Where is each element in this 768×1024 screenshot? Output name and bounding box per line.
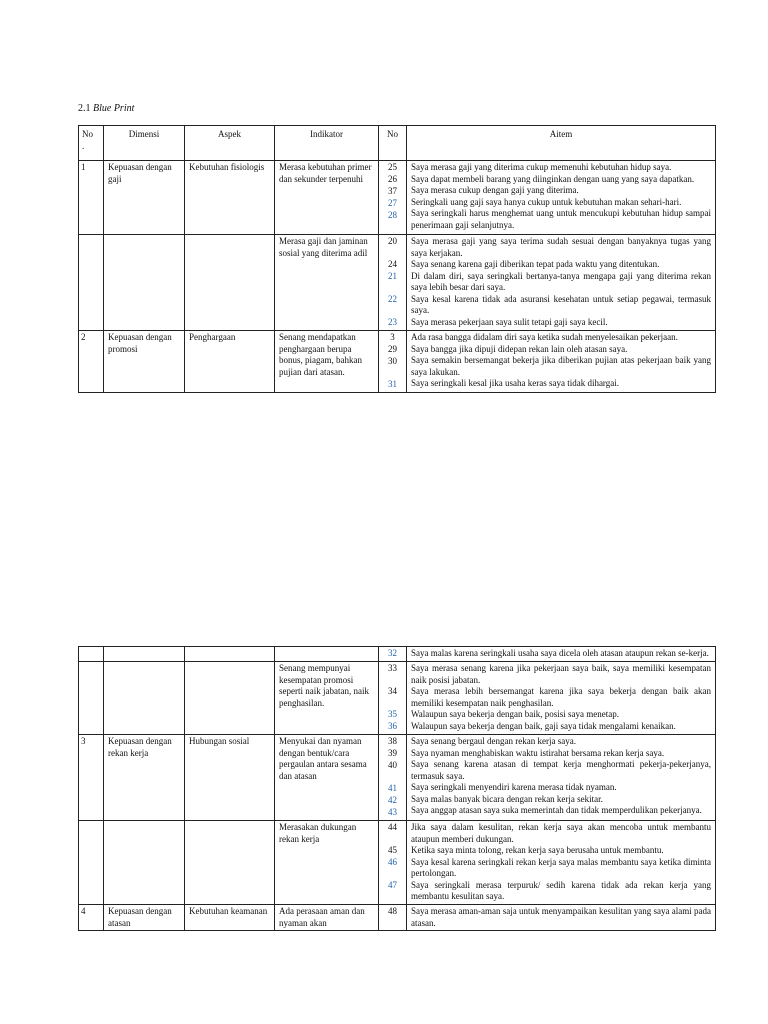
dimensi-cell: Kepuasan dengan gaji [104,161,185,235]
item-number: 37 [388,186,397,196]
header-no: No . [79,126,104,161]
item-number: 20 [388,236,397,246]
blueprint-table-1 [78,125,716,393]
item-number-cell [379,905,407,931]
aspek-cell: Hubungan sosial [185,735,275,821]
item-number: 33 [388,663,397,673]
item-text: Walaupun saya bekerja dengan baik, posisi saya menetap. [411,709,619,719]
aspek-cell [185,647,275,662]
row-no [79,235,104,331]
table-header-row [79,126,716,161]
item-text-cell [407,821,716,905]
item-number-cell [379,161,407,235]
item-number-cell [379,735,407,821]
indikator-cell [275,647,379,662]
header-item-no: No [379,126,407,161]
header-indikator: Indikator [275,126,379,161]
item-text: Saya malas karena seringkali usaha saya dicela oleh atasan ataupun rekan se-kerja. [411,648,709,658]
item-number: 24 [388,259,397,269]
item-number: 48 [388,906,397,916]
item-number: 30 [388,356,397,366]
item-text-cell [407,647,716,662]
row-no: 2 [79,331,104,393]
item-text: Saya merasa cukup dengan gaji yang diterima. [411,185,579,195]
table-row [79,735,716,821]
item-text-cell [407,235,716,331]
item-text: Saya senang karena atasan di tempat kerja menghormati pekerja-pekerjanya, termasuk saya. [411,759,711,781]
item-text: Seringkali uang gaji saya hanya cukup untuk kebutuhan makan sehari-hari. [411,196,682,207]
item-text: Ketika saya minta tolong, rekan kerja saya berusaha untuk membantu. [411,845,664,855]
item-number: 43 [388,807,397,817]
item-number: 35 [388,709,397,719]
aspek-cell: Kebutuhan keamanan [185,905,275,931]
dimensi-cell [104,662,185,735]
item-number-cell [379,662,407,735]
item-text: Saya seringkali harus menghemat uang untuk mencukupi kebutuhan hidup sampai penerimaan gaji selanjutnya. [411,208,711,230]
dimensi-cell [104,647,185,662]
aspek-cell [185,235,275,331]
item-number: 34 [388,686,397,696]
item-text: Saya merasa pekerjaan saya sulit tetapi gaji saya kecil. [411,316,608,327]
item-text: Saya kesal karena seringkali rekan kerja saya malas membantu saya ketika diminta pertolongan. [411,856,711,878]
item-number-cell [379,647,407,662]
item-number: 47 [388,880,397,890]
section-title [78,103,134,114]
item-text: Saya seringkali merasa terpuruk/ sedih karena tidak ada rekan kerja yang membantu kesulitan saya. [411,879,711,901]
dimensi-cell [104,235,185,331]
row-no [79,662,104,735]
header-dimensi: Dimensi [104,126,185,161]
item-text: Ada rasa bangga didalam diri saya ketika sudah menyelesaikan pekerjaan. [411,332,678,342]
item-number: 26 [388,174,397,184]
item-text: Saya semakin bersemangat bekerja jika diberikan pujian atas pekerjaan baik yang saya lakukan. [411,355,711,377]
aspek-cell: Penghargaan [185,331,275,393]
dimensi-cell: Kepuasan dengan rekan kerja [104,735,185,821]
item-number: 36 [388,721,397,731]
row-no [79,647,104,662]
item-number: 21 [388,271,397,281]
row-no: 1 [79,161,104,235]
item-text: Walaupun saya bekerja dengan baik, gaji saya tidak mengalami kenaikan. [411,720,676,731]
indikator-cell: Merasakan dukungan rekan kerja [275,821,379,905]
aspek-cell [185,662,275,735]
table-row [79,662,716,735]
header-aspek: Aspek [185,126,275,161]
item-number: 42 [388,795,397,805]
table-row [79,235,716,331]
item-number: 3 [390,332,395,342]
item-number: 32 [388,648,397,658]
item-number: 39 [388,748,397,758]
item-text: Jika saya dalam kesulitan, rekan kerja saya akan mencoba untuk membantu ataupun memberi dukungan. [411,822,711,844]
item-number-cell [379,235,407,331]
dimensi-cell [104,821,185,905]
item-text: Saya dapat membeli barang yang diinginkan dengan uang yang saya dapatkan. [411,173,695,184]
item-text: Saya nyaman menghabiskan waktu istirahat bersama rekan kerja saya. [411,747,665,758]
blueprint-table-2 [78,646,716,931]
row-no [79,821,104,905]
item-number: 25 [388,162,397,172]
item-number: 29 [388,344,397,354]
item-text-cell [407,331,716,393]
table-row [79,161,716,235]
item-text: Saya kesal karena tidak ada asuransi kesehatan untuk setiap pegawai, termasuk saya. [411,293,711,315]
table-row [79,905,716,931]
table-row [79,331,716,393]
indikator-cell: Merasa gaji dan jaminan sosial yang diterima adil [275,235,379,331]
item-text-cell [407,905,716,931]
item-text-cell [407,735,716,821]
item-number: 27 [388,198,397,208]
header-aitem: Aitem [407,126,716,161]
item-text: Di dalam diri, saya seringkali bertanya-tanya mengapa gaji yang diterima rekan saya lebih besar dari saya. [411,270,711,292]
item-number: 31 [388,379,397,389]
item-text: Saya anggap atasan saya suka memerintah dan tidak memperdulikan pekerjanya. [411,805,702,815]
item-text: Saya seringkali kesal jika usaha keras saya tidak dihargai. [411,378,620,388]
row-no: 4 [79,905,104,931]
section-title-italic: Blue Print [93,103,135,114]
item-number: 41 [388,783,397,793]
dimensi-cell: Kepuasan dengan promosi [104,331,185,393]
table-row [79,821,716,905]
aspek-cell [185,821,275,905]
item-text: Saya senang karena gaji diberikan tepat pada waktu yang ditentukan. [411,259,660,269]
row-no: 3 [79,735,104,821]
item-text: Saya merasa lebih bersemangat karena jika saya bekerja dengan baik akan memiliki kesempatan naik penghasilan. [411,686,711,708]
item-text: Saya senang bergaul dengan rekan kerja saya. [411,736,577,746]
item-number: 22 [388,294,397,304]
item-text: Saya seringkali menyendiri karena merasa tidak nyaman. [411,782,617,792]
table-row [79,647,716,662]
item-text: Saya merasa senang karena jika pekerjaan saya baik, saya memiliki kesempatan naik posisi jabatan. [411,663,711,685]
item-number: 44 [388,822,397,832]
item-text: Saya bangga jika dipuji didepan rekan lain oleh atasan saya. [411,343,628,354]
item-number: 46 [388,857,397,867]
item-text: Saya merasa aman-aman saja untuk menyampaikan kesulitan yang saya alami pada atasan. [411,906,711,928]
aspek-cell: Kebutuhan fisiologis [185,161,275,235]
indikator-cell: Senang mendapatkan penghargaan berupa bonus, piagam, bahkan pujian dari atasan. [275,331,379,393]
item-text: Saya merasa gaji yang saya terima sudah sesuai dengan banyaknya tugas yang saya kerjakan. [411,236,711,258]
item-number-cell [379,821,407,905]
indikator-cell: Merasa kebutuhan primer dan sekunder terpenuhi [275,161,379,235]
indikator-cell: Senang mempunyai kesempatan promosi seperti naik jabatan, naik penghasilan. [275,662,379,735]
indikator-cell: Menyukai dan nyaman dengan bentuk/cara pergaulan antara sesama dan atasan [275,735,379,821]
item-number: 40 [388,760,397,770]
item-number: 23 [388,317,397,327]
item-text-cell [407,662,716,735]
item-text: Saya malas banyak bicara dengan rekan kerja sekitar. [411,793,603,804]
item-number-cell [379,331,407,393]
item-text-cell [407,161,716,235]
dimensi-cell: Kepuasan dengan atasan [104,905,185,931]
item-text: Saya merasa gaji yang diterima cukup memenuhi kebutuhan hidup saya. [411,162,672,172]
item-number: 45 [388,845,397,855]
section-number: 2.1 [78,103,93,114]
item-number: 38 [388,736,397,746]
indikator-cell: Ada perasaan aman dan nyaman akan [275,905,379,931]
item-number: 28 [388,210,397,220]
